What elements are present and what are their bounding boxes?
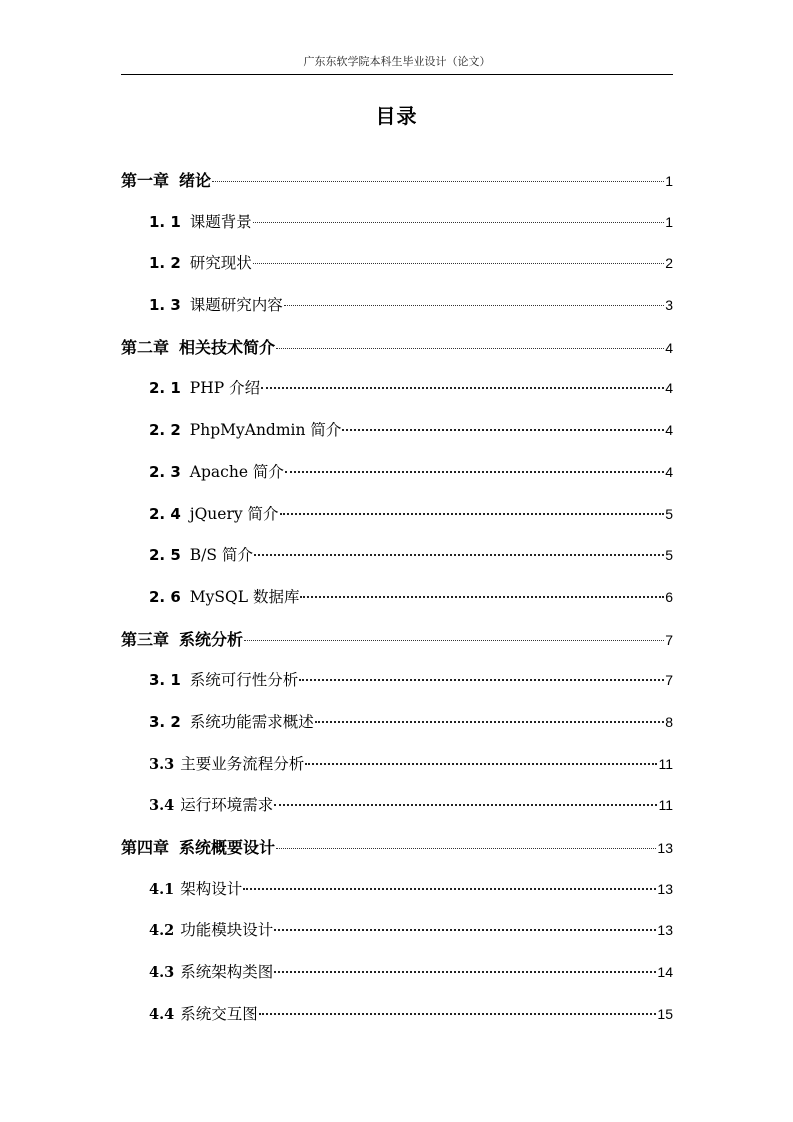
dot-leader — [305, 762, 657, 765]
dot-leader — [274, 928, 656, 931]
table-of-contents — [121, 160, 673, 1035]
toc-section-entry[interactable] — [121, 994, 673, 1036]
toc-entry-number: 1. 1 — [149, 212, 181, 231]
toc-entry-title: 系统功能需求概述 — [189, 712, 314, 731]
toc-entry-page-number: 8 — [665, 713, 673, 730]
toc-entry-number: 第二章 — [121, 337, 170, 357]
toc-entry-title: 运行环境需求 — [180, 796, 274, 815]
toc-section-entry[interactable] — [121, 243, 673, 285]
toc-entry-title: 系统架构类图 — [180, 963, 274, 982]
toc-entry-page-number: 13 — [657, 922, 673, 939]
toc-entry-page-number: 4 — [665, 339, 673, 356]
toc-entry-title: Apache 简介 — [189, 462, 284, 481]
toc-entry-page-number: 2 — [665, 255, 673, 272]
toc-entry-title: PHP 介绍 — [189, 379, 261, 398]
toc-section-entry[interactable] — [121, 910, 673, 952]
toc-entry-number: 3.4 — [149, 797, 175, 815]
toc-entry-page-number: 13 — [657, 840, 673, 856]
toc-entry-title: 系统可行性分析 — [189, 671, 299, 690]
dot-leader — [300, 595, 664, 598]
toc-entry-page-number: 13 — [657, 880, 673, 897]
toc-entry-number: 3. 1 — [149, 671, 181, 690]
toc-chapter-entry[interactable] — [121, 827, 673, 869]
toc-entry-title: 研究现状 — [189, 254, 252, 273]
dot-leader — [212, 180, 664, 182]
toc-section-entry[interactable] — [121, 285, 673, 327]
toc-entry-title: 课题背景 — [189, 212, 252, 231]
toc-entry-page-number: 1 — [665, 173, 673, 189]
toc-entry-title: 架构设计 — [180, 879, 243, 898]
toc-section-entry[interactable] — [121, 368, 673, 410]
toc-entry-page-number: 6 — [665, 588, 673, 605]
toc-entry-number: 1. 3 — [149, 296, 181, 315]
toc-entry-number: 第一章 — [121, 171, 170, 190]
toc-entry-page-number: 4 — [665, 380, 673, 397]
toc-entry-page-number: 5 — [665, 505, 673, 522]
dot-leader — [284, 304, 664, 306]
toc-entry-title: B/S 简介 — [189, 546, 253, 565]
toc-entry-number: 3. 2 — [149, 712, 181, 731]
toc-entry-number: 2. 5 — [149, 546, 181, 565]
dot-leader — [254, 553, 664, 556]
toc-entry-title: 系统分析 — [179, 629, 244, 649]
toc-entry-page-number: 3 — [665, 297, 673, 314]
toc-title: 目录 — [375, 104, 418, 128]
toc-section-entry[interactable] — [121, 785, 673, 827]
toc-entry-number: 2. 6 — [149, 587, 181, 606]
toc-entry-title: 功能模块设计 — [180, 921, 274, 940]
dot-leader — [274, 970, 656, 973]
toc-section-entry[interactable] — [121, 702, 673, 744]
toc-entry-number: 第三章 — [121, 629, 170, 649]
toc-entry-title: 绪论 — [179, 171, 212, 190]
toc-entry-number: 2. 3 — [149, 462, 181, 481]
toc-entry-title: 系统交互图 — [180, 1004, 258, 1023]
toc-entry-number: 4.3 — [149, 964, 175, 982]
toc-entry-page-number: 5 — [665, 547, 673, 564]
dot-leader — [299, 678, 664, 681]
dot-leader — [259, 1012, 657, 1015]
toc-section-entry[interactable] — [121, 535, 673, 577]
toc-section-entry[interactable] — [121, 452, 673, 494]
toc-section-entry[interactable] — [121, 744, 673, 786]
toc-entry-number: 2. 2 — [149, 421, 181, 440]
toc-entry-page-number: 11 — [658, 797, 673, 814]
toc-entry-page-number: 7 — [665, 631, 673, 648]
toc-entry-number: 4.2 — [149, 922, 175, 940]
toc-section-entry[interactable] — [121, 494, 673, 536]
toc-entry-page-number: 14 — [657, 964, 673, 981]
dot-leader — [261, 386, 664, 389]
toc-entry-number: 4.4 — [149, 1005, 175, 1023]
toc-entry-number: 2. 4 — [149, 504, 181, 523]
toc-chapter-entry[interactable] — [121, 160, 673, 202]
toc-entry-page-number: 15 — [657, 1005, 673, 1022]
toc-entry-number: 4.1 — [149, 880, 175, 898]
toc-section-entry[interactable] — [121, 660, 673, 702]
toc-entry-title: 课题研究内容 — [189, 296, 283, 315]
dot-leader — [276, 347, 664, 349]
toc-entry-page-number: 1 — [665, 213, 673, 230]
toc-section-entry[interactable] — [121, 952, 673, 994]
dot-leader — [274, 803, 657, 806]
toc-section-entry[interactable] — [121, 869, 673, 911]
toc-section-entry[interactable] — [121, 577, 673, 619]
toc-entry-page-number: 4 — [665, 463, 673, 480]
toc-chapter-entry[interactable] — [121, 327, 673, 369]
toc-entry-title: 相关技术简介 — [179, 337, 276, 357]
toc-entry-number: 第四章 — [121, 838, 170, 857]
page-header: 广东东软学院本科生毕业设计（论文） — [121, 52, 673, 75]
toc-entry-title: 主要业务流程分析 — [180, 754, 305, 773]
dot-leader — [280, 512, 665, 515]
toc-entry-number: 1. 2 — [149, 254, 181, 273]
toc-section-entry[interactable] — [121, 202, 673, 244]
dot-leader — [253, 262, 664, 264]
dot-leader — [244, 639, 664, 641]
toc-entry-page-number: 11 — [658, 755, 673, 772]
toc-chapter-entry[interactable] — [121, 619, 673, 661]
toc-entry-number: 2. 1 — [149, 379, 181, 398]
dot-leader — [276, 847, 656, 849]
toc-entry-page-number: 7 — [665, 672, 673, 689]
toc-entry-page-number: 4 — [665, 422, 673, 439]
toc-entry-number: 3.3 — [149, 755, 175, 773]
dot-leader — [253, 221, 664, 223]
toc-entry-title: PhpMyAndmin 简介 — [189, 421, 342, 440]
toc-entry-title: MySQL 数据库 — [189, 587, 300, 606]
dot-leader — [285, 470, 664, 473]
dot-leader — [243, 887, 656, 890]
dot-leader — [342, 428, 664, 431]
toc-section-entry[interactable] — [121, 410, 673, 452]
dot-leader — [315, 720, 664, 723]
toc-entry-title: 系统概要设计 — [179, 838, 276, 857]
toc-entry-title: jQuery 简介 — [189, 504, 279, 523]
